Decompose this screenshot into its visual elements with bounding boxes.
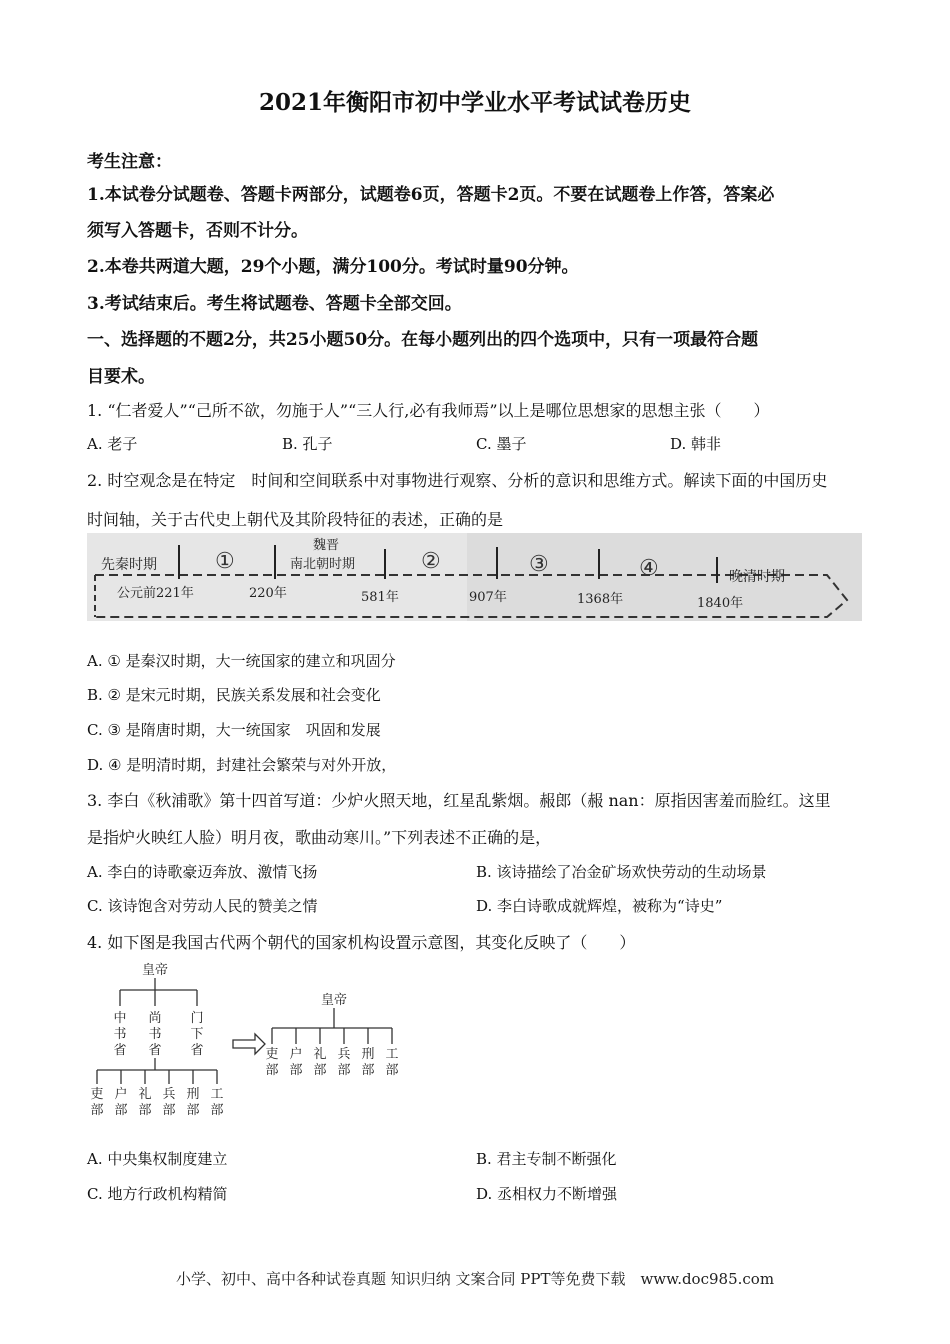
- left-bingbu-char-2: 部: [162, 1103, 176, 1118]
- shangshu-char-1: 尚: [148, 1011, 162, 1026]
- q2-option-a[interactable]: A. ① 是秦汉时期，大一统国家的建立和巩固分: [87, 652, 396, 670]
- right-gongbu-char-1: 工: [385, 1047, 399, 1062]
- left-emperor-label: 皇帝: [141, 963, 169, 978]
- menxia-char-1: 门: [190, 1011, 204, 1026]
- q2-stem-2: 时间轴，关于古代史上朝代及其阶段特征的表述，正确的是: [87, 510, 504, 529]
- timeline-year-220: 220年: [249, 586, 287, 601]
- right-bingbu-char-1: 兵: [337, 1047, 351, 1062]
- institution-diagram: [87, 960, 417, 1125]
- left-libu2-char-2: 部: [138, 1103, 152, 1118]
- left-libu-char-2: 部: [90, 1103, 104, 1118]
- q2-option-d[interactable]: D. ④ 是明清时期，封建社会繁荣与对外开放，: [87, 756, 397, 774]
- q3-stem-1: 3. 李白《秋浦歌》第十四首写道：少炉火照天地，红星乱紫烟。赧郎（赧 nan：原指因害羞而脸红。这里: [87, 791, 831, 810]
- q2-option-c[interactable]: C. ③ 是隋唐时期，大一统国家 巩固和发展: [87, 721, 381, 739]
- timeline-year-907: 907年: [469, 590, 507, 605]
- left-bingbu-char-1: 兵: [162, 1087, 176, 1102]
- timeline-marker-3: ③: [529, 552, 549, 577]
- notice-line-3: 3.考试结束后。考生将试题卷、答题卡全部交回。: [87, 294, 462, 314]
- left-gongbu-char-1: 工: [210, 1087, 224, 1102]
- notice-line-1b: 须写入答题卡，否则不计分。: [87, 221, 308, 241]
- notice-line-2: 2.本卷共两道大题，29个小题，满分100分。考试时量90分钟。: [87, 257, 579, 277]
- timeline-late-qing: 晚清时期: [729, 569, 785, 585]
- menxia-char-3: 省: [190, 1043, 204, 1058]
- q4-option-b[interactable]: B. 君主专制不断强化: [476, 1150, 617, 1168]
- timeline-wei-jin: 魏晋: [313, 538, 340, 553]
- right-gongbu-char-2: 部: [385, 1063, 399, 1078]
- left-xingbu-char-2: 部: [186, 1103, 200, 1118]
- q4-option-c[interactable]: C. 地方行政机构精简: [87, 1185, 228, 1203]
- timeline-year-1840: 1840年: [697, 596, 744, 611]
- right-hubu-char-2: 部: [289, 1063, 303, 1078]
- timeline-marker-4: ④: [639, 556, 659, 581]
- zhongshu-char-1: 中: [113, 1011, 127, 1026]
- q1-option-d[interactable]: D. 韩非: [670, 435, 722, 453]
- timeline-figure: [87, 533, 862, 621]
- left-libu2-char-1: 礼: [138, 1087, 152, 1102]
- right-libu2-char-1: 礼: [313, 1047, 327, 1062]
- timeline-marker-2: ②: [421, 549, 441, 574]
- page-footer: 小学、初中、高中各种试卷真题 知识归纳 文案合同 PPT等免费下载 www.doc985.com: [175, 1270, 775, 1288]
- q1-option-c[interactable]: C. 墨子: [476, 435, 527, 453]
- timeline-nbc: 南北朝时期: [290, 557, 356, 572]
- left-hubu-char-1: 户: [114, 1087, 128, 1102]
- q4-option-a[interactable]: A. 中央集权制度建立: [87, 1150, 228, 1168]
- q3-option-d[interactable]: D. 李白诗歌成就辉煌，被称为“诗史”: [476, 897, 723, 915]
- timeline-year-221bc: 公元前221年: [117, 586, 194, 601]
- notice-line-1a: 1.本试卷分试题卷、答题卡两部分，试题卷6页，答题卡2页。不要在试题卷上作答，答案必: [87, 185, 775, 205]
- q1-option-a[interactable]: A. 老子: [87, 435, 138, 453]
- right-libu-char-1: 吏: [265, 1047, 279, 1062]
- section-heading-1: 一、选择题的不题2分，共25小题50分。在每小题列出的四个选项中，只有一项最符合题: [87, 330, 759, 350]
- timeline-marker-1: ①: [215, 549, 235, 574]
- left-hubu-char-2: 部: [114, 1103, 128, 1118]
- right-bingbu-char-2: 部: [337, 1063, 351, 1078]
- zhongshu-char-2: 书: [113, 1027, 127, 1042]
- q3-option-b[interactable]: B. 该诗描绘了冶金矿场欢快劳动的生动场景: [476, 863, 767, 881]
- q3-stem-2: 是指炉火映红人脸）明月夜，歌曲动寒川。”下列表述不正确的是，: [87, 828, 552, 847]
- timeline-pre-qin: 先秦时期: [101, 557, 157, 573]
- right-xingbu-char-1: 刑: [361, 1047, 375, 1062]
- page-title: 2021年衡阳市初中学业水平考试试卷历史: [258, 89, 691, 116]
- shangshu-char-2: 书: [148, 1027, 162, 1042]
- left-xingbu-char-1: 刑: [186, 1087, 200, 1102]
- right-libu-char-2: 部: [265, 1063, 279, 1078]
- q1-option-b[interactable]: B. 孔子: [282, 435, 333, 453]
- right-emperor-label: 皇帝: [320, 993, 348, 1008]
- q4-option-d[interactable]: D. 丞相权力不断增强: [476, 1185, 618, 1203]
- right-hubu-char-1: 户: [289, 1047, 303, 1062]
- shangshu-char-3: 省: [148, 1043, 162, 1058]
- q2-stem-1: 2. 时空观念是在特定 时间和空间联系中对事物进行观察、分析的意识和思维方式。解读下面的中国历史: [87, 471, 828, 490]
- q2-option-b[interactable]: B. ② 是宋元时期，民族关系发展和社会变化: [87, 686, 381, 704]
- timeline-year-1368: 1368年: [577, 592, 624, 607]
- left-gongbu-char-2: 部: [210, 1103, 224, 1118]
- right-libu2-char-2: 部: [313, 1063, 327, 1078]
- q3-option-c[interactable]: C. 该诗饱含对劳动人民的赞美之情: [87, 897, 318, 915]
- q4-stem: 4. 如下图是我国古代两个朝代的国家机构设置示意图，其变化反映了（ ）: [87, 933, 636, 952]
- section-heading-2: 目要术。: [87, 367, 155, 387]
- timeline-year-581: 581年: [361, 590, 399, 605]
- notice-heading: 考生注意：: [87, 152, 172, 172]
- right-xingbu-char-2: 部: [361, 1063, 375, 1078]
- left-libu-char-1: 吏: [90, 1087, 104, 1102]
- zhongshu-char-3: 省: [113, 1043, 127, 1058]
- q1-stem: 1. “仁者爱人”“己所不欲，勿施于人”“三人行,必有我师焉”以上是哪位思想家的思想主张（ ）: [87, 401, 770, 420]
- menxia-char-2: 下: [190, 1027, 204, 1042]
- q3-option-a[interactable]: A. 李白的诗歌豪迈奔放、激情飞扬: [87, 863, 318, 881]
